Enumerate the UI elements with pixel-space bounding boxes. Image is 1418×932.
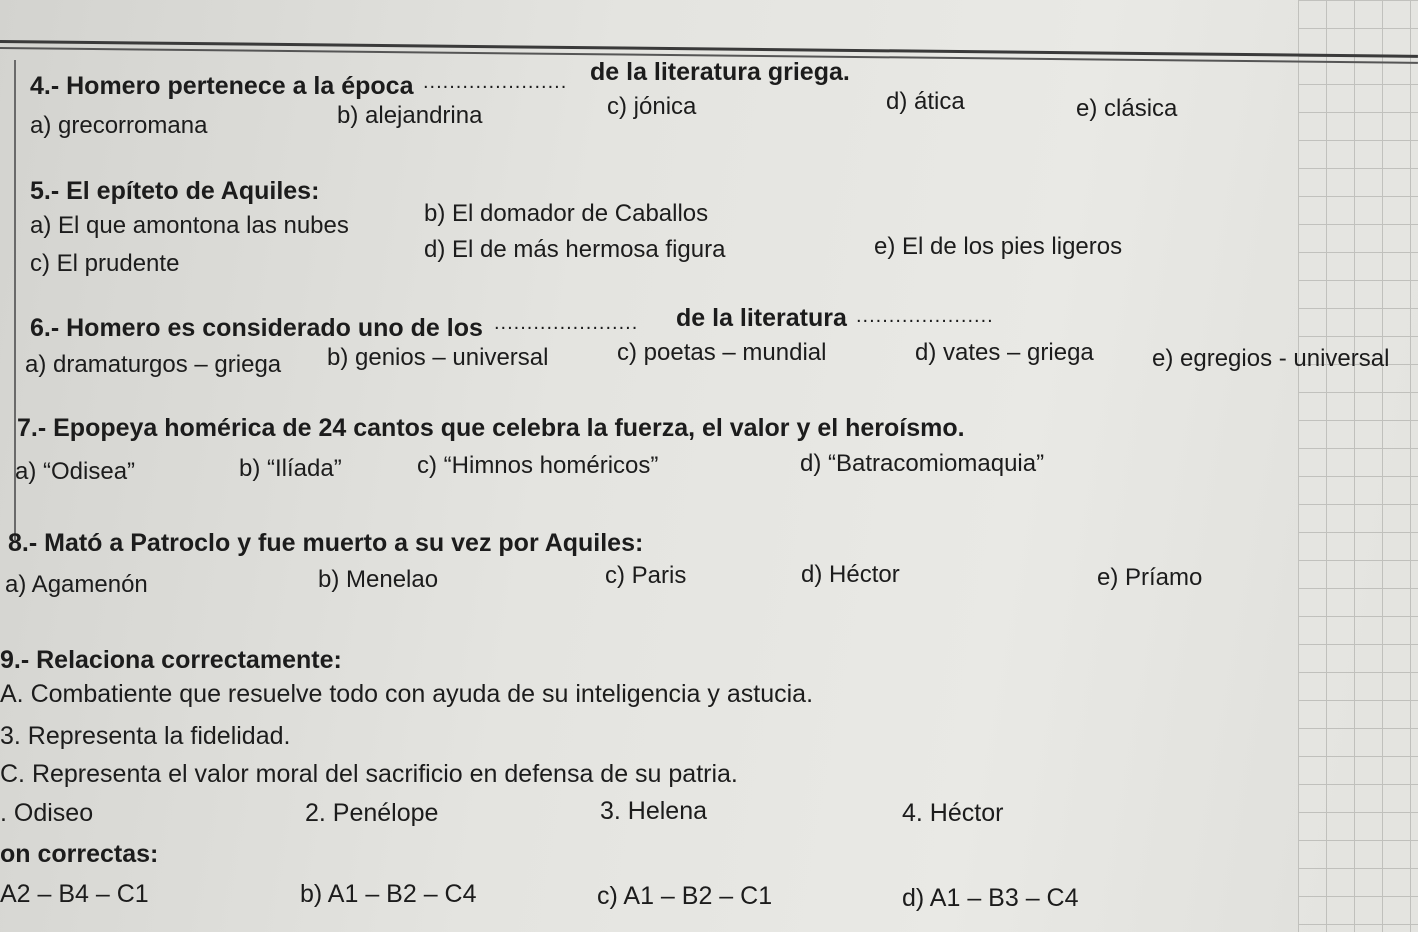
q9-answer-c: c) A1 – B2 – C1: [597, 882, 773, 910]
q9-answer-a: A2 – B4 – C1: [0, 880, 149, 908]
q6-stem-start: 6.- Homero es considerado uno de los: [30, 314, 483, 342]
q5-option-d: d) El de más hermosa figura: [424, 236, 726, 263]
q6-stem-end: de la literatura: [676, 304, 847, 332]
q7-option-d: d) “Batracomiomaquia”: [800, 450, 1045, 477]
q8-option-a: a) Agamenón: [5, 571, 148, 598]
q8-option-e: e) Príamo: [1097, 564, 1203, 591]
q5-option-e: e) El de los pies ligeros: [874, 233, 1123, 260]
graph-paper-background: [1298, 0, 1418, 932]
q7-option-b: b) “Ilíada”: [239, 455, 342, 482]
q9-answer-d: d) A1 – B3 – C4: [902, 884, 1079, 912]
q9-statement-a: A. Combatiente que resuelve todo con ayuda de su inteligencia y astucia.: [0, 680, 814, 708]
q5-stem: 5.- El epíteto de Aquiles:: [30, 177, 320, 205]
q5-option-b: b) El domador de Caballos: [424, 200, 709, 227]
q4-option-d: d) ática: [886, 88, 965, 115]
q6-option-a: a) dramaturgos – griega: [25, 351, 282, 378]
q4-stem-end: de la literatura griega.: [590, 58, 850, 86]
q7-option-a: a) “Odisea”: [15, 458, 136, 485]
q6-option-d: d) vates – griega: [915, 339, 1094, 366]
q8-option-c: c) Paris: [605, 562, 687, 589]
q9-statement-b: 3. Representa la fidelidad.: [0, 722, 291, 750]
q8-option-b: b) Menelao: [318, 566, 439, 593]
q4-option-e: e) clásica: [1076, 95, 1178, 122]
q4-blank: ......................: [423, 71, 568, 93]
q6-option-e: e) egregios - universal: [1152, 345, 1390, 372]
q4-option-a: a) grecorromana: [30, 112, 208, 139]
q9-name-4: 4. Héctor: [902, 799, 1004, 827]
q6-blank-2: .....................: [856, 305, 994, 327]
q9-answers-label: on correctas:: [0, 840, 159, 868]
q4-option-b: b) alejandrina: [337, 102, 483, 129]
q9-name-3: 3. Helena: [600, 797, 708, 825]
q7-option-c: c) “Himnos homéricos”: [417, 452, 659, 479]
q5-option-a: a) El que amontona las nubes: [30, 212, 349, 239]
q9-name-2: 2. Penélope: [305, 799, 439, 827]
q9-stem: 9.- Relaciona correctamente:: [0, 646, 342, 674]
q4-option-c: c) jónica: [607, 93, 697, 120]
q6-option-b: b) genios – universal: [327, 344, 549, 371]
q4-stem-start: 4.- Homero pertenece a la época: [30, 72, 414, 100]
q6-blank-1: ......................: [494, 312, 639, 334]
q9-answer-b: b) A1 – B2 – C4: [300, 880, 477, 908]
q6-option-c: c) poetas – mundial: [617, 339, 827, 366]
q9-statement-c: C. Representa el valor moral del sacrificio en defensa de su patria.: [0, 760, 738, 788]
q8-stem: 8.- Mató a Patroclo y fue muerto a su vez por Aquiles:: [8, 529, 644, 557]
q7-stem: 7.- Epopeya homérica de 24 cantos que celebra la fuerza, el valor y el heroísmo.: [17, 414, 965, 442]
q8-option-d: d) Héctor: [801, 561, 900, 588]
q9-name-1: . Odiseo: [0, 799, 94, 827]
q5-option-c: c) El prudente: [30, 250, 180, 277]
